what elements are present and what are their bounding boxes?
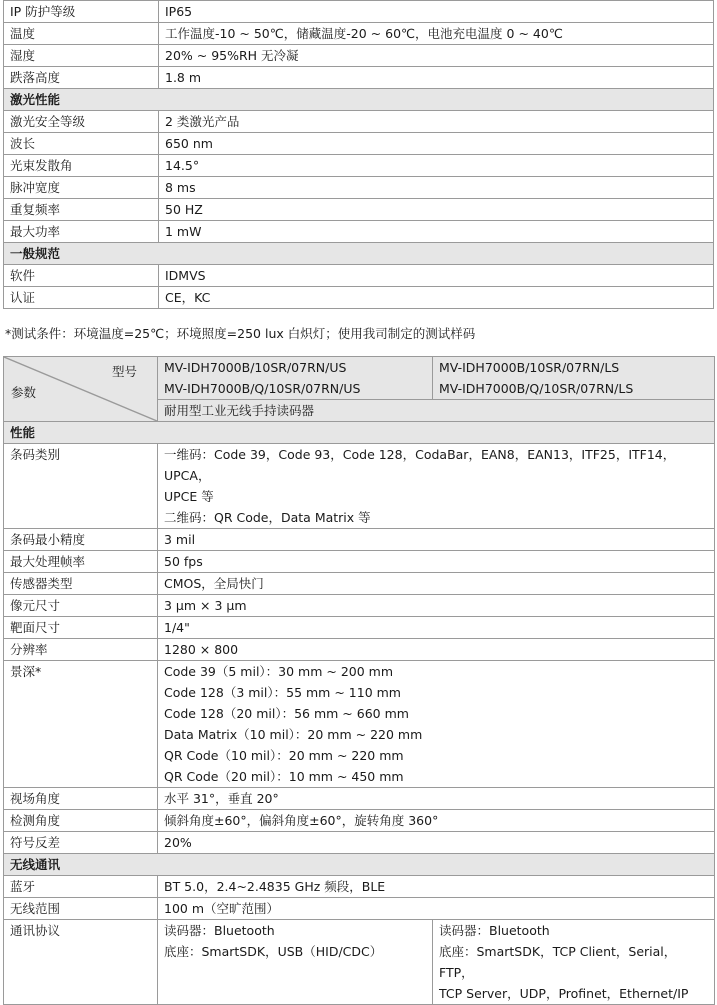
- section-row: [4, 243, 714, 265]
- spec-value: 工作温度-10 ~ 50℃，储藏温度-20 ~ 60℃，电池充电温度 0 ~ 40℃: [159, 23, 714, 45]
- spec-row: [4, 23, 714, 45]
- model-b-cell: [433, 357, 715, 400]
- spec-row: [4, 45, 714, 67]
- product-name: 耐用型工业无线手持读码器: [158, 400, 715, 422]
- spec-label: 符号反差: [4, 832, 158, 854]
- barcode-line: 一维码：Code 39，Code 93，Code 128，CodaBar，EAN8，EAN13，ITF25，ITF14，UPCA，: [164, 447, 676, 483]
- spec-label: 波长: [4, 133, 159, 155]
- spec-label: 通讯协议: [4, 920, 158, 1005]
- protocol-a-value: [158, 920, 433, 1005]
- spec-row: [4, 529, 715, 551]
- spec-row: [4, 920, 715, 1005]
- spec-value: CMOS，全局快门: [158, 573, 715, 595]
- barcode-line: 二维码：QR Code，Data Matrix 等: [164, 510, 371, 525]
- spec-value: 20%: [158, 832, 715, 854]
- section-row: [4, 854, 715, 876]
- spec-row: [4, 788, 715, 810]
- spec-row: [4, 573, 715, 595]
- dof-line: Code 39（5 mil）：30 mm ~ 200 mm: [164, 664, 394, 679]
- spec-row: [4, 287, 714, 309]
- spec-label: 条码类别: [4, 444, 158, 529]
- dof-line: Code 128（3 mil）：55 mm ~ 110 mm: [164, 685, 401, 700]
- spec-value: 650 nm: [159, 133, 714, 155]
- spec-value: 8 ms: [159, 177, 714, 199]
- spec-row: [4, 155, 714, 177]
- spec-row: [4, 876, 715, 898]
- header-row: [4, 357, 715, 400]
- spec-label: 条码最小精度: [4, 529, 158, 551]
- spec-label: 传感器类型: [4, 573, 158, 595]
- spec-label: 最大处理帧率: [4, 551, 158, 573]
- spec-value: IDMVS: [159, 265, 714, 287]
- parameter-header-label: 参数: [11, 385, 37, 400]
- spec-label: 认证: [4, 287, 159, 309]
- spec-table-product: [3, 356, 715, 1005]
- spec-label: 激光安全等级: [4, 111, 159, 133]
- spec-label: 重复频率: [4, 199, 159, 221]
- spec-label: 蓝牙: [4, 876, 158, 898]
- spec-table-environment: [3, 0, 714, 309]
- spec-label: 像元尺寸: [4, 595, 158, 617]
- protocol-line: 读码器：Bluetooth: [164, 923, 275, 938]
- spec-value: CE，KC: [159, 287, 714, 309]
- spec-row: [4, 810, 715, 832]
- spec-row: [4, 444, 715, 529]
- depth-of-field-value: [158, 661, 715, 788]
- model-a-line: MV-IDH7000B/Q/10SR/07RN/US: [164, 381, 361, 396]
- model-a-line: MV-IDH7000B/10SR/07RN/US: [164, 360, 347, 375]
- spec-value: 14.5°: [159, 155, 714, 177]
- dof-line: Data Matrix（10 mil）：20 mm ~ 220 mm: [164, 727, 423, 742]
- spec-value: 100 m（空旷范围）: [158, 898, 715, 920]
- spec-value: 50 HZ: [159, 199, 714, 221]
- dof-line: QR Code（20 mil）：10 mm ~ 450 mm: [164, 769, 404, 784]
- model-header-label: 型号: [111, 364, 137, 379]
- spec-label: IP 防护等级: [4, 1, 159, 23]
- spec-label: 脉冲宽度: [4, 177, 159, 199]
- spec-value: 1 mW: [159, 221, 714, 243]
- section-title-performance: 性能: [4, 422, 715, 444]
- spec-label: 跌落高度: [4, 67, 159, 89]
- spec-label: 温度: [4, 23, 159, 45]
- protocol-line: TCP Server，UDP，Profinet，Ethernet/IP: [439, 986, 689, 1001]
- section-row: [4, 422, 715, 444]
- spec-row: [4, 639, 715, 661]
- spec-row: [4, 221, 714, 243]
- spec-row: [4, 67, 714, 89]
- section-title: 一般规范: [4, 243, 714, 265]
- barcode-line: UPCE 等: [164, 489, 214, 504]
- spec-label: 检测角度: [4, 810, 158, 832]
- model-b-line: MV-IDH7000B/10SR/07RN/LS: [439, 360, 620, 375]
- section-title-wireless: 无线通讯: [4, 854, 715, 876]
- spec-value: 20% ~ 95%RH 无冷凝: [159, 45, 714, 67]
- spec-value: 倾斜角度±60°，偏斜角度±60°，旋转角度 360°: [158, 810, 715, 832]
- spec-row: [4, 617, 715, 639]
- spec-row: [4, 199, 714, 221]
- spec-value: 1/4": [158, 617, 715, 639]
- spec-row: [4, 551, 715, 573]
- spec-label: 无线范围: [4, 898, 158, 920]
- model-a-cell: [158, 357, 433, 400]
- spec-value: BT 5.0，2.4~2.4835 GHz 频段，BLE: [158, 876, 715, 898]
- spec-value: 1.8 m: [159, 67, 714, 89]
- spec-label: 湿度: [4, 45, 159, 67]
- spec-row: [4, 111, 714, 133]
- dof-line: QR Code（10 mil）：20 mm ~ 220 mm: [164, 748, 404, 763]
- barcode-types-value: [158, 444, 715, 529]
- spec-row: [4, 1, 714, 23]
- spec-value: 2 类激光产品: [159, 111, 714, 133]
- protocol-line: 底座：SmartSDK，TCP Client，Serial，FTP，: [439, 944, 677, 980]
- spec-label: 最大功率: [4, 221, 159, 243]
- spec-row: [4, 177, 714, 199]
- spec-row: [4, 595, 715, 617]
- spec-label: 软件: [4, 265, 159, 287]
- section-title: 激光性能: [4, 89, 714, 111]
- section-row: [4, 89, 714, 111]
- header-corner-cell: [4, 357, 158, 422]
- spec-value: 50 fps: [158, 551, 715, 573]
- spec-row: [4, 265, 714, 287]
- spec-value: IP65: [159, 1, 714, 23]
- spec-label: 景深*: [4, 661, 158, 788]
- test-conditions-note: *测试条件：环境温度=25℃；环境照度=250 lux 白炽灯；使用我司制定的测试样码: [5, 326, 476, 341]
- spec-row: [4, 898, 715, 920]
- protocol-line: 底座：SmartSDK，USB（HID/CDC）: [164, 944, 383, 959]
- spec-row: [4, 133, 714, 155]
- spec-row: [4, 661, 715, 788]
- spec-value: 3 μm × 3 μm: [158, 595, 715, 617]
- spec-label: 光束发散角: [4, 155, 159, 177]
- spec-value: 1280 × 800: [158, 639, 715, 661]
- spec-value: 水平 31°，垂直 20°: [158, 788, 715, 810]
- spec-row: [4, 832, 715, 854]
- spec-label: 靶面尺寸: [4, 617, 158, 639]
- spec-label: 分辨率: [4, 639, 158, 661]
- spec-value: 3 mil: [158, 529, 715, 551]
- model-b-line: MV-IDH7000B/Q/10SR/07RN/LS: [439, 381, 634, 396]
- dof-line: Code 128（20 mil）：56 mm ~ 660 mm: [164, 706, 409, 721]
- protocol-b-value: [433, 920, 715, 1005]
- protocol-line: 读码器：Bluetooth: [439, 923, 550, 938]
- spec-label: 视场角度: [4, 788, 158, 810]
